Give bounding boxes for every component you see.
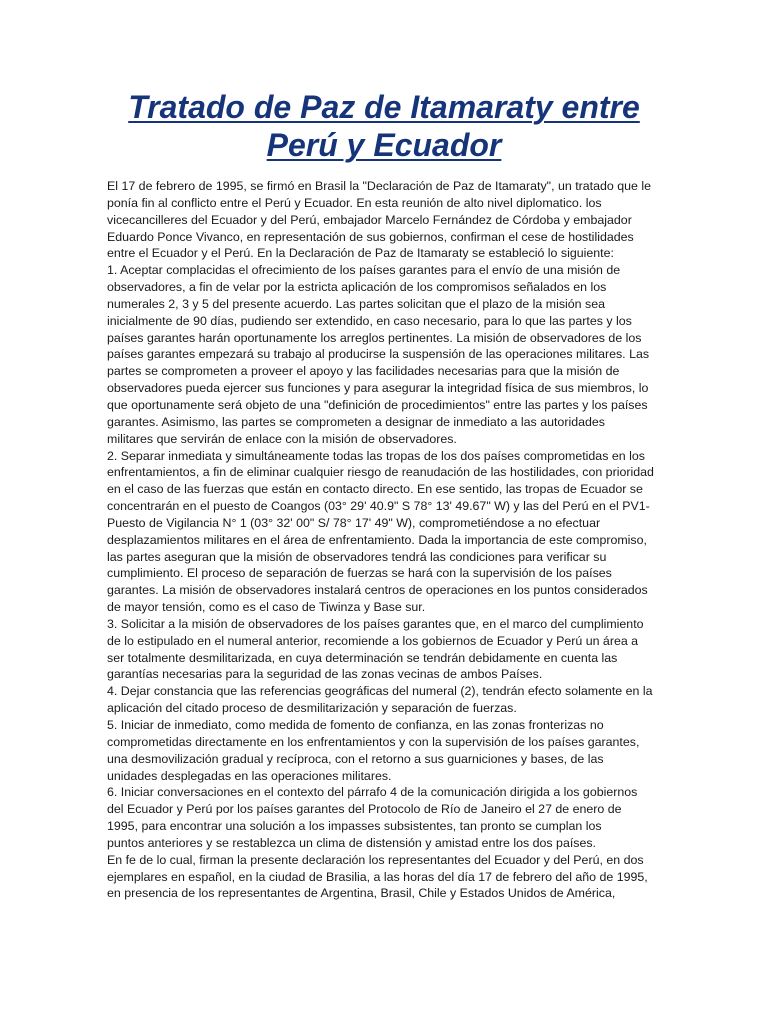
paragraph-line: partes se comprometen a proveer el apoyo y las facilidades necesarias para que la misión de	[107, 364, 620, 379]
paragraph-line: de mayor tensión, como es el caso de Tiwinza y Base sur.	[107, 600, 426, 615]
paragraph-line: garantías necesarias para la seguridad de las zonas vecinas de ambos Países.	[107, 667, 543, 682]
paragraph-line: aplicación del citado proceso de desmilitarización y separación de fuerzas.	[107, 701, 517, 716]
paragraph-line: Puesto de Vigilancia N° 1 (03° 32' 00" S/ 78° 17' 49" W), comprometiéndose a no efectuar	[107, 515, 601, 530]
paragraph-line: del Ecuador y Perú por los países garantes del Protocolo de Río de Janeiro el 27 de enero de	[107, 802, 622, 817]
paragraph-line: desplazamientos militares en el área de enfrentamiento. Dada la importancia de este compromiso,	[107, 532, 647, 547]
paragraph-line: militares que servirán de enlace con la misión de observadores.	[107, 431, 457, 446]
paragraph-line: ejemplares en español, en la ciudad de Brasilia, a las horas del día 17 de febrero del año de 1995,	[107, 869, 648, 884]
document-title	[100, 88, 668, 164]
paragraph-line: 1. Aceptar complacidas el ofrecimiento de los países garantes para el envío de una misión de	[107, 263, 621, 278]
paragraph-line: entre el Ecuador y el Perú. En la Declaración de Paz de Itamaraty se estableció lo siguiente:	[107, 246, 614, 261]
paragraph-line: en presencia de los representantes de Argentina, Brasil, Chile y Estados Unidos de América,	[107, 886, 616, 901]
document-body	[107, 178, 667, 902]
paragraph-line: 6. Iniciar conversaciones en el contexto del párrafo 4 de la comunicación dirigida a los gobiernos	[107, 785, 638, 800]
paragraph-line: ser totalmente desmilitarizada, en cuya determinación se tendrán debidamente en cuenta las	[107, 650, 618, 665]
paragraph-line: concentrarán en el puesto de Coangos (03° 29' 40.9" S 78° 13' 49.67" W) y las del Perú en el PV1-	[107, 499, 650, 514]
paragraph-line: cumplimiento. El proceso de separación de fuerzas se hará con la supervisión de los países	[107, 566, 612, 581]
paragraph-line: unidades desplegadas en las operaciones militares.	[107, 768, 392, 783]
paragraph-line: en el caso de las fuerzas que están en contacto directo. En ese sentido, las tropas de Ecuador se	[107, 482, 643, 497]
paragraph-line: 2. Separar inmediata y simultáneamente todas las tropas de los dos países comprometidas en los	[107, 448, 645, 463]
paragraph-line: países garantes empezará su trabajo al producirse la suspensión de las operaciones militares. Las	[107, 347, 650, 362]
paragraph-line: una desmovilización gradual y recíproca, con el retorno a sus guarniciones y bases, de las	[107, 751, 604, 766]
paragraph-line: ponía fin al conflicto entre el Perú y Ecuador. En esta reunión de alto nivel diplomatico. los	[107, 195, 602, 210]
paragraph-line: garantes. La misión de observadores instalará centros de operaciones en los puntos considerados	[107, 583, 648, 598]
paragraph-line: garantes. Asimismo, las partes se comprometen a designar de inmediato a las autoridades	[107, 414, 605, 429]
paragraph-line: de lo estipulado en el numeral anterior, recomiende a los gobiernos de Ecuador y Perú un área a	[107, 633, 639, 648]
paragraph-line: numerales 2, 3 y 5 del presente acuerdo. Las partes solicitan que el plazo de la misión sea	[107, 296, 605, 311]
paragraph-line: observadores, a fin de velar por la estricta aplicación de los compromisos señalados en los	[107, 280, 607, 295]
paragraph-line: que oportunamente será objeto de una "definición de procedimientos" entre las partes y los países	[107, 397, 648, 412]
paragraph-line: puntos anteriores y se restablezca un clima de distensión y amistad entre los dos países.	[107, 835, 597, 850]
paragraph-line: vicecancilleres del Ecuador y del Perú, embajador Marcelo Fernández de Córdoba y embajador	[107, 212, 632, 227]
paragraph-line: observadores pueda ejercer sus funciones y para asegurar la integridad física de sus miembros, lo	[107, 381, 649, 396]
title-line: Perú y Ecuador	[266, 127, 502, 163]
paragraph-line: En fe de lo cual, firman la presente declaración los representantes del Ecuador y del Perú, en dos	[107, 852, 644, 867]
paragraph-line: 1995, para encontrar una solución a los impasses subsistentes, tan pronto se cumplan los	[107, 819, 602, 834]
paragraph-line: las partes aseguran que la misión de observadores tendrá las condiciones para verificar su	[107, 549, 607, 564]
paragraph-line: 5. Iniciar de inmediato, como medida de fomento de confianza, en las zonas fronterizas no	[107, 718, 604, 732]
paragraph-line: Eduardo Ponce Vivanco, en representación de sus gobiernos, confirman el cese de hostilidades	[107, 229, 634, 244]
paragraph-line: enfrentamientos, a fin de eliminar cualquier riesgo de reanudación de las hostilidades, con prioridad	[107, 465, 654, 480]
paragraph-line: 3. Solicitar a la misión de observadores de los países garantes que, en el marco del cumplimiento	[107, 616, 644, 631]
paragraph-line: países garantes harán oportunamente los arreglos pertinentes. La misión de observadores de los	[107, 330, 642, 345]
paragraph-line: inicialmente de 90 días, pudiendo ser extendido, en caso necesario, para lo que las partes y los	[107, 313, 632, 328]
paragraph-line: comprometidas directamente en los enfrentamientos y con la supervisión de los países garantes,	[107, 734, 640, 749]
paragraph-line: 4. Dejar constancia que las referencias geográficas del numeral (2), tendrán efecto solamente en la	[107, 684, 653, 699]
paragraph-line: El 17 de febrero de 1995, se firmó en Brasil la "Declaración de Paz de Itamaraty", un tratado que le	[107, 179, 651, 193]
title-line: Tratado de Paz de Itamaraty entre	[128, 89, 640, 125]
